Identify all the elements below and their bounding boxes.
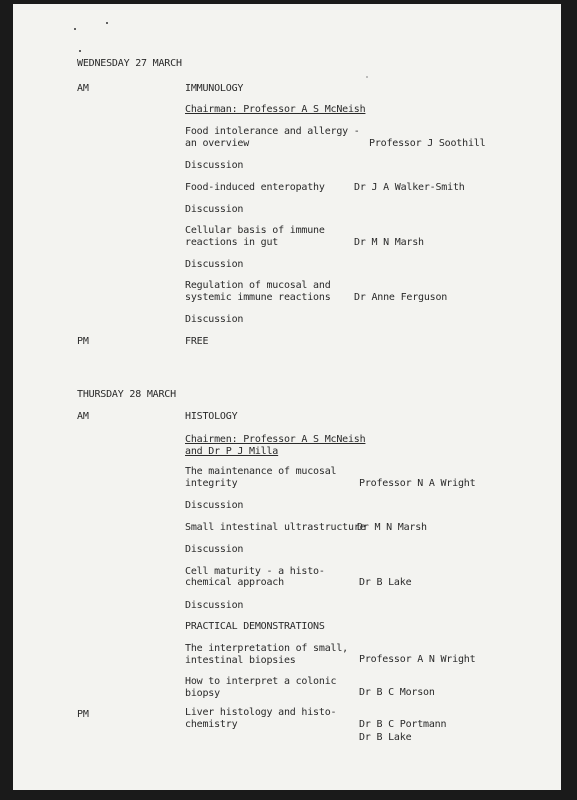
demo-title: Liver histology and histo- [185,707,337,718]
ink-speck [106,22,108,24]
discussion-label: Discussion [185,160,244,171]
demo-title: The interpretation of small, [185,643,348,654]
demo-speaker: Dr B C Morson [359,687,435,698]
talk-speaker: Professor J Soothill [369,138,486,149]
talk-title: Food intolerance and allergy - [185,126,360,137]
talk-speaker: Professor N A Wright [359,478,476,489]
am-label: AM [77,411,89,422]
practical-heading: PRACTICAL DEMONSTRATIONS [185,621,325,632]
ink-speck [79,50,81,52]
ink-speck [366,76,368,78]
demo-title: biopsy [185,688,220,699]
discussion-label: Discussion [185,259,244,270]
discussion-label: Discussion [185,600,244,611]
talk-title: Cell maturity - a histo- [185,566,325,577]
talk-speaker: Dr Anne Ferguson [354,292,448,303]
talk-speaker: Dr M N Marsh [357,522,427,533]
day-heading-thursday: THURSDAY 28 MARCH [77,389,176,400]
talk-title: an overview [185,138,250,149]
talk-title: Cellular basis of immune [185,225,325,236]
chairman-line: Chairman: Professor A S McNeish [185,104,366,115]
talk-title: integrity [185,478,238,489]
pm-label: PM [77,709,89,720]
talk-title: The maintenance of mucosal [185,466,337,477]
day-heading-wednesday: WEDNESDAY 27 MARCH [77,58,182,69]
ink-speck [74,28,76,30]
chairmen-line: and Dr P J Milla [185,446,279,457]
session-title: HISTOLOGY [185,411,238,422]
talk-speaker: Dr B Lake [359,577,412,588]
demo-title: chemistry [185,719,238,730]
demo-speaker: Dr B C Portmann [359,719,447,730]
talk-title: chemical approach [185,577,284,588]
session-title: IMMUNOLOGY [185,83,244,94]
discussion-label: Discussion [185,500,244,511]
discussion-label: Discussion [185,544,244,555]
talk-speaker: Dr M N Marsh [354,237,424,248]
talk-title: Small intestinal ultrastructure [185,522,366,533]
demo-title: How to interpret a colonic [185,676,337,687]
discussion-label: Discussion [185,314,244,325]
talk-speaker: Dr J A Walker-Smith [354,182,465,193]
talk-title: reactions in gut [185,237,279,248]
talk-title: systemic immune reactions [185,292,331,303]
discussion-label: Discussion [185,204,244,215]
chairmen-line: Chairmen: Professor A S McNeish [185,434,366,445]
demo-speaker: Professor A N Wright [359,654,476,665]
am-label: AM [77,83,89,94]
pm-session: FREE [185,336,209,347]
talk-title: Food-induced enteropathy [185,182,325,193]
document-page [13,4,561,790]
demo-title: intestinal biopsies [185,655,296,666]
demo-speaker: Dr B Lake [359,732,412,743]
pm-label: PM [77,336,89,347]
talk-title: Regulation of mucosal and [185,280,331,291]
